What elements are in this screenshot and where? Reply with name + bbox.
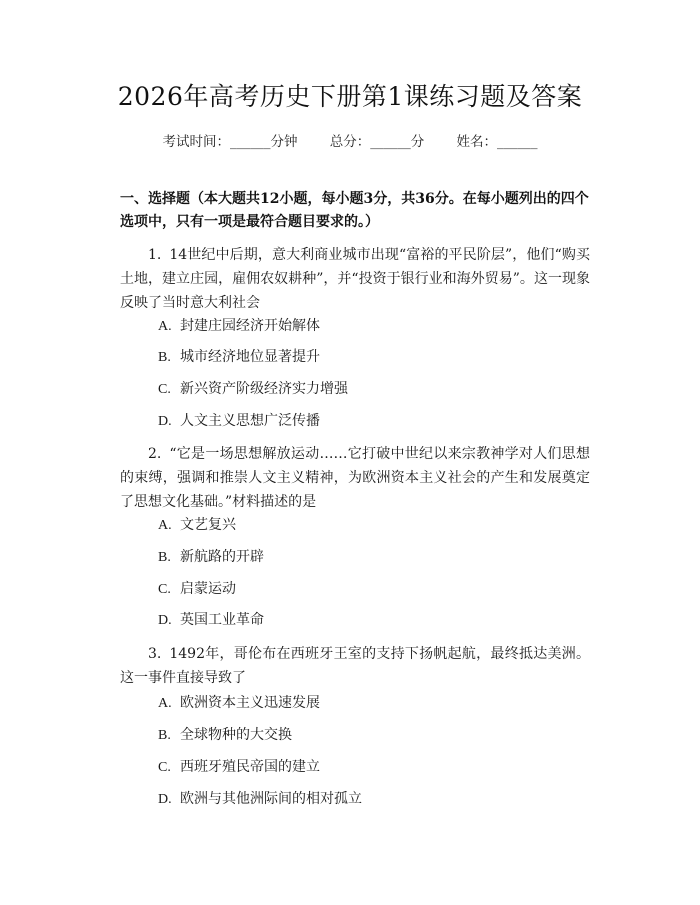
question-number: 2. (148, 446, 162, 462)
question-number: 1. (148, 247, 162, 263)
question-text: 1492年，哥伦布在西班牙王室的支持下扬帆起航，最终抵达美洲。这一事件直接导致了 (120, 646, 590, 686)
question-stem (120, 442, 590, 514)
option-letter: C. (158, 760, 171, 775)
answer-option (158, 757, 578, 778)
option-text: 人文主义思想广泛传播 (180, 413, 320, 429)
option-letter: B. (158, 550, 171, 565)
option-letter: A. (158, 319, 172, 334)
option-letter: D. (158, 792, 172, 807)
answer-option (158, 411, 578, 432)
question-text: 14世纪中后期，意大利商业城市出现“富裕的平民阶层”，他们“购买土地，建立庄园，雇佣农奴耕种”，并“投资于银行业和海外贸易”。这一现象反映了当时意大利社会 (120, 247, 590, 311)
question-text: “它是一场思想解放运动……它打破中世纪以来宗教神学对人们思想的束缚，强调和推崇人文主义精神，为欧洲资本主义社会的产生和发展奠定了思想文化基础。”材料描述的是 (120, 446, 590, 510)
option-letter: C. (158, 382, 171, 397)
answer-option (158, 725, 578, 746)
answer-option (158, 579, 578, 600)
answer-option (158, 379, 578, 400)
option-text: 全球物种的大交换 (180, 727, 292, 743)
answer-option (158, 610, 578, 631)
exam-time-field: 考试时间：______分钟 (162, 134, 298, 150)
option-letter: B. (158, 728, 171, 743)
option-letter: D. (158, 414, 172, 429)
option-text: 封建庄园经济开始解体 (180, 318, 320, 334)
exam-info-line (0, 132, 700, 152)
option-text: 文艺复兴 (180, 517, 236, 533)
option-text: 城市经济地位显著提升 (180, 349, 320, 365)
option-text: 新兴资产阶级经济实力增强 (180, 381, 348, 397)
student-name-field: 姓名：______ (456, 134, 538, 150)
option-letter: C. (158, 582, 171, 597)
option-text: 启蒙运动 (180, 581, 236, 597)
option-letter: A. (158, 696, 172, 711)
option-letter: B. (158, 350, 171, 365)
answer-option (158, 547, 578, 568)
answer-option (158, 789, 578, 810)
option-text: 新航路的开辟 (180, 549, 264, 565)
answer-option (158, 347, 578, 368)
option-text: 欧洲资本主义迅速发展 (180, 695, 320, 711)
question-stem (120, 243, 590, 315)
option-text: 西班牙殖民帝国的建立 (180, 759, 320, 775)
question-stem (120, 642, 590, 690)
question-number: 3. (148, 646, 162, 662)
answer-option (158, 515, 578, 536)
option-text: 欧洲与其他洲际间的相对孤立 (180, 791, 362, 807)
option-letter: D. (158, 613, 172, 628)
option-text: 英国工业革命 (180, 612, 264, 628)
answer-option (158, 693, 578, 714)
option-letter: A. (158, 518, 172, 533)
section-heading: 一、选择题（本大题共12小题，每小题3分，共36分。在每小题列出的四个选项中，只有一项是最符合题目要求的。） (120, 191, 589, 230)
answer-option (158, 316, 578, 337)
total-score-field: 总分：______分 (329, 134, 425, 150)
page-title: 2026年高考历史下册第1课练习题及答案 (117, 82, 583, 111)
